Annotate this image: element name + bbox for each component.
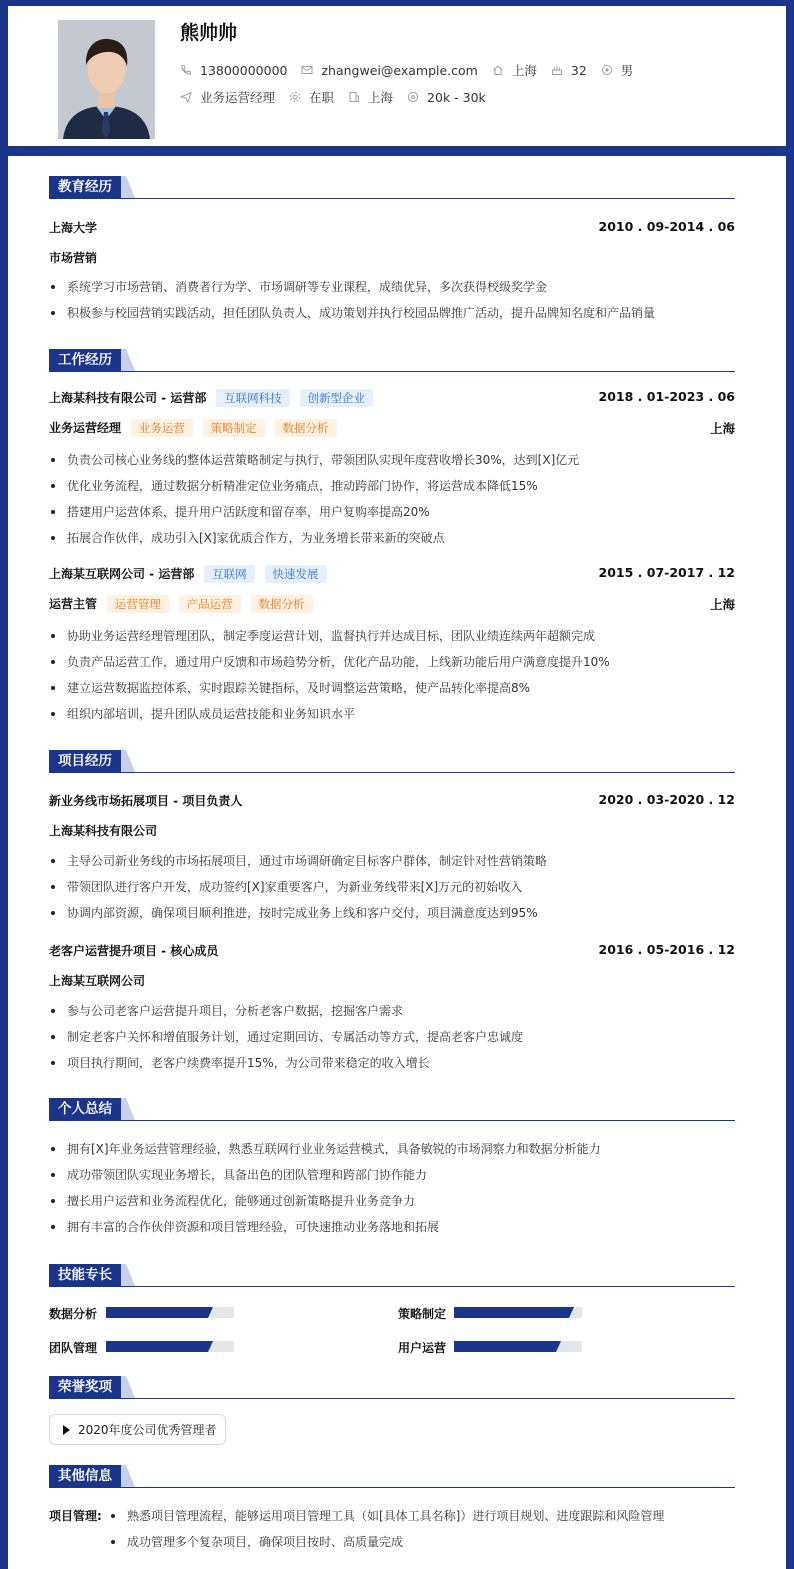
list-item	[49, 679, 530, 696]
project-header	[49, 792, 735, 809]
list-item-text: 主导公司新业务线的市场拓展项目，通过市场调研确定目标客户群体，制定针对性营销策略	[67, 854, 548, 868]
target-city-text: 上海	[368, 90, 394, 105]
target-job-item	[180, 88, 275, 106]
send-icon	[180, 91, 192, 103]
section-title: 教育经历	[49, 176, 121, 198]
coin-icon	[407, 91, 419, 103]
list-item	[49, 1054, 430, 1071]
education-date: 2010 . 09-2014 . 06	[598, 219, 735, 234]
work-section	[49, 349, 735, 721]
education-date-row	[49, 219, 735, 235]
email-item	[301, 63, 477, 78]
skill-bar-fill	[454, 1307, 569, 1318]
list-item	[49, 904, 538, 921]
section-title: 项目经历	[49, 750, 121, 772]
list-item-text: 协助业务运营经理管理团队，制定季度运营计划，监督执行并达成目标，团队业绩连续两年超额完成	[67, 629, 596, 643]
candidate-name: 熊帅帅	[180, 22, 238, 44]
job-city: 上海	[709, 421, 735, 436]
section-header	[49, 1264, 735, 1287]
skill-bar-fill	[454, 1341, 556, 1352]
building-icon	[348, 91, 360, 103]
school-name: 上海大学	[49, 221, 98, 235]
section-header	[49, 176, 735, 199]
major: 市场营销	[49, 251, 98, 265]
list-item	[49, 304, 655, 321]
list-item-text: 熟悉项目管理流程，能够运用项目管理工具（如[具体工具名称]）进行项目规划、进度跟踪和风险管理	[127, 1509, 665, 1523]
list-item	[49, 1166, 427, 1183]
job-city: 上海	[709, 597, 735, 612]
award-item[interactable]	[49, 1414, 226, 1445]
status-item	[289, 88, 334, 106]
list-item-text: 成功管理多个复杂项目，确保项目按时、高质量完成	[127, 1535, 404, 1549]
project-date: 2020 . 03-2020 . 12	[598, 792, 735, 807]
skill-label: 策略制定	[398, 1307, 447, 1321]
project-title: 新业务线市场拓展项目 - 项目负责人	[49, 794, 243, 808]
job-role: 运营主管	[49, 597, 98, 611]
list-item	[49, 705, 355, 722]
company-tag: 互联网科技	[216, 389, 290, 407]
company-tag: 快速发展	[265, 565, 327, 583]
list-item-text: 优化业务流程，通过数据分析精准定位业务痛点，推动跨部门协作，将运营成本降低15%	[67, 479, 538, 493]
section-header	[49, 349, 735, 372]
role-tag: 策略制定	[203, 419, 265, 437]
skill-label: 用户运营	[398, 1341, 447, 1355]
company-name: 上海某互联网公司 - 运营部	[49, 567, 195, 581]
list-item-text: 项目执行期间，老客户续费率提升15%，为公司带来稳定的收入增长	[67, 1056, 430, 1070]
job-role: 业务运营经理	[49, 421, 122, 435]
project-company: 上海某互联网公司	[49, 974, 146, 988]
section-tail-icon	[121, 1264, 135, 1286]
list-item-text: 积极参与校园营销实践活动，担任团队负责人，成功策划并执行校园品牌推广活动，提升品牌知名度和产品销量	[67, 306, 656, 320]
section-header	[49, 1098, 735, 1121]
job-intent-row	[180, 88, 500, 106]
section-title: 技能专长	[49, 1264, 121, 1286]
list-item-text: 擅长用户运营和业务流程优化，能够通过创新策略提升业务竞争力	[67, 1194, 416, 1208]
section-tail-icon	[121, 349, 135, 371]
skills-section	[49, 1264, 735, 1287]
skill-bar	[454, 1307, 582, 1318]
skill-bar	[106, 1307, 234, 1318]
section-title: 工作经历	[49, 349, 121, 371]
section-header	[49, 1465, 735, 1488]
role-tag: 运营管理	[107, 595, 169, 613]
list-item	[49, 451, 579, 468]
email-text: zhangwei@example.com	[321, 62, 478, 78]
project-date: 2016 . 05-2016 . 12	[598, 942, 735, 957]
list-item-text: 负责产品运营工作，通过用户反馈和市场趋势分析，优化产品功能，上线新功能后用户满意度提升10%	[67, 655, 610, 669]
contact-row	[180, 61, 647, 79]
mail-icon	[301, 64, 313, 76]
list-item-text: 拓展合作伙伴，成功引入[X]家优质合作方，为业务增长带来新的突破点	[67, 531, 445, 545]
list-item	[49, 1028, 523, 1045]
age-text: 32	[570, 62, 587, 78]
section-tail-icon	[121, 750, 135, 772]
job-header	[49, 389, 735, 407]
list-item-text: 参与公司老客户运营提升项目，分析老客户数据，挖掘客户需求	[67, 1004, 404, 1018]
phone-item	[180, 63, 287, 78]
gear-icon	[289, 91, 301, 103]
list-item-text: 协调内部资源，确保项目顺利推进，按时完成业务上线和客户交付，项目满意度达到95%	[67, 906, 538, 920]
gender-icon	[601, 64, 613, 76]
award-text: 2020年度公司优秀管理者	[78, 1423, 217, 1437]
list-item	[109, 1507, 664, 1524]
salary-text: 20k - 30k	[427, 89, 486, 105]
list-item	[109, 1533, 403, 1550]
location-text: 上海	[511, 63, 537, 78]
phone-icon	[180, 64, 192, 76]
gender-text: 男	[620, 63, 634, 78]
awards-section	[49, 1376, 735, 1399]
list-item	[49, 1140, 601, 1157]
section-tail-icon	[121, 1098, 135, 1120]
role-tag: 数据分析	[251, 595, 313, 613]
list-item-text: 组织内部培训，提升团队成员运营技能和业务知识水平	[67, 707, 356, 721]
section-tail-icon	[121, 176, 135, 198]
section-title: 荣誉奖项	[49, 1376, 121, 1398]
role-tag: 数据分析	[275, 419, 337, 437]
project-title: 老客户运营提升项目 - 核心成员	[49, 944, 219, 958]
education-section	[49, 176, 735, 320]
skill-bar-fill	[106, 1307, 208, 1318]
projects-section	[49, 750, 735, 1070]
job-date: 2015 . 07-2017 . 12	[598, 565, 735, 580]
skill-bar	[106, 1341, 234, 1352]
salary-item	[407, 90, 486, 105]
job-role-row	[49, 419, 735, 437]
list-item	[49, 878, 522, 895]
other-label: 项目管理:	[49, 1509, 102, 1523]
home-icon	[492, 64, 504, 76]
location-item	[492, 61, 537, 79]
summary-section	[49, 1098, 735, 1234]
target-city-item	[348, 88, 393, 106]
list-item-text: 拥有[X]年业务运营管理经验，熟悉互联网行业业务运营模式，具备敏锐的市场洞察力和数据分析能力	[67, 1142, 601, 1156]
list-item	[49, 627, 595, 644]
list-item-text: 成功带领团队实现业务增长，具备出色的团队管理和跨部门协作能力	[67, 1168, 428, 1182]
section-tail-icon	[121, 1465, 135, 1487]
project-company: 上海某科技有限公司	[49, 824, 158, 838]
list-item	[49, 1192, 415, 1209]
avatar	[58, 20, 155, 139]
job-date: 2018 . 01-2023 . 06	[598, 389, 735, 404]
list-item	[49, 477, 538, 494]
other-section	[49, 1465, 735, 1488]
list-item-text: 负责公司核心业务线的整体运营策略制定与执行，带领团队实现年度营收增长30%，达到[X]亿元	[67, 453, 580, 467]
target-job-text: 业务运营经理	[200, 90, 276, 105]
list-item-text: 制定老客户关怀和增值服务计划，通过定期回访、专属活动等方式，提高老客户忠诚度	[67, 1030, 524, 1044]
role-tag: 业务运营	[131, 419, 193, 437]
skill-label: 数据分析	[49, 1307, 98, 1321]
job-header	[49, 565, 735, 583]
skill-label: 团队管理	[49, 1341, 98, 1355]
phone-text: 13800000000	[200, 62, 288, 78]
list-item	[49, 529, 445, 546]
status-text: 在职	[309, 90, 335, 105]
company-tag: 互联网	[204, 565, 255, 583]
list-item-text: 搭建用户运营体系，提升用户活跃度和留存率，用户复购率提高20%	[67, 505, 430, 519]
age-item	[551, 63, 587, 78]
triangle-right-icon	[63, 1425, 70, 1435]
skill-bar-fill	[106, 1341, 208, 1352]
list-item-text: 拥有丰富的合作伙伴资源和项目管理经验，可快速推动业务落地和拓展	[67, 1220, 440, 1234]
header-divider	[0, 146, 794, 156]
list-item-text: 建立运营数据监控体系，实时跟踪关键指标，及时调整运营策略，使产品转化率提高8%	[67, 681, 531, 695]
list-item	[49, 653, 610, 670]
company-tag: 创新型企业	[300, 389, 374, 407]
section-header	[49, 1376, 735, 1399]
company-name: 上海某科技有限公司 - 运营部	[49, 391, 207, 405]
job-role-row	[49, 595, 735, 613]
section-tail-icon	[121, 1376, 135, 1398]
list-item-text: 系统学习市场营销、消费者行为学、市场调研等专业课程，成绩优异，多次获得校级奖学金	[67, 280, 548, 294]
section-title: 个人总结	[49, 1098, 121, 1120]
list-item	[49, 1002, 403, 1019]
project-header	[49, 942, 735, 959]
gender-item	[601, 61, 634, 79]
list-item	[49, 503, 430, 520]
section-title: 其他信息	[49, 1465, 121, 1487]
role-tag: 产品运营	[179, 595, 241, 613]
cake-icon	[551, 64, 563, 76]
list-item	[49, 852, 547, 869]
list-item	[49, 1218, 439, 1235]
list-item-text: 带领团队进行客户开发，成功签约[X]家重要客户，为新业务线带来[X]万元的初始收入	[67, 880, 523, 894]
list-item	[49, 278, 547, 295]
section-header	[49, 750, 735, 773]
skill-bar	[454, 1341, 582, 1352]
